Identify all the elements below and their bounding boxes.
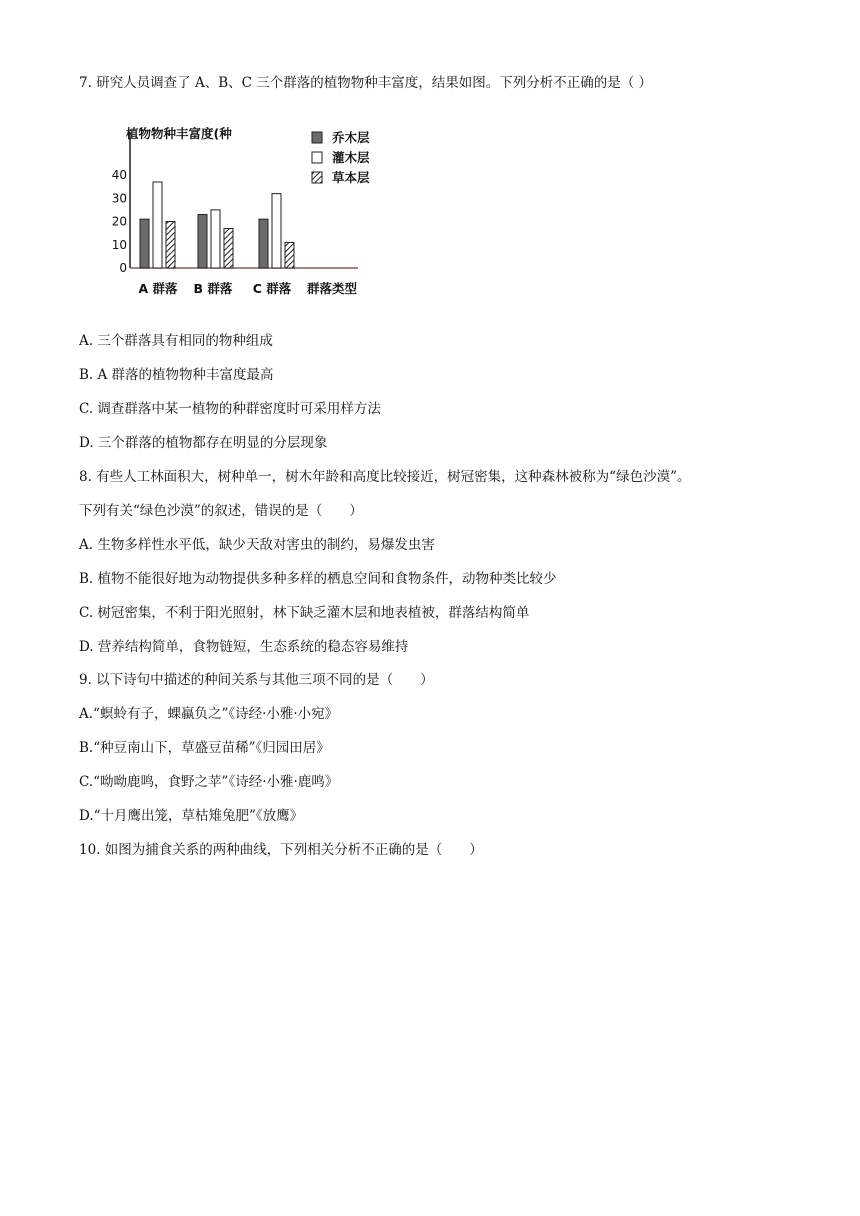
- bar-2-1: [153, 182, 162, 268]
- q7-option-b: B. A 群落的植物物种丰富度最高: [79, 367, 274, 383]
- category-label: A 群落: [138, 281, 178, 296]
- legend-swatch: [312, 172, 322, 183]
- q7-stem: 7. 研究人员调查了 A、B、C 三个群落的植物物种丰富度，结果如图。下列分析不正确的是（ ）: [79, 75, 653, 91]
- bar-2-3: [272, 194, 281, 268]
- q9-stem: 9. 以下诗句中描述的种间关系与其他三项不同的是（ ）: [79, 672, 434, 688]
- q9-option-a: A.“螟蛉有子，蜾蠃负之”《诗经·小雅·小宛》: [79, 706, 339, 722]
- q8-option-c: C. 树冠密集，不利于阳光照射，林下缺乏灌木层和地表植被，群落结构简单: [79, 605, 530, 621]
- q8-stem-line1: 8. 有些人工林面积大，树种单一，树木年龄和高度比较接近，树冠密集，这种森林被称为“绿色沙漠”。: [79, 469, 691, 485]
- bar-3-1: [166, 222, 175, 269]
- y-tick-label: 20: [111, 214, 127, 229]
- y-axis-label: 植物物种丰富度(种: [126, 126, 232, 141]
- q9-option-d: D.“十月鹰出笼，草枯雉兔肥”《放鹰》: [79, 808, 304, 824]
- legend-swatch: [312, 132, 322, 143]
- y-tick-label: 30: [111, 191, 127, 206]
- y-tick-label: 40: [111, 168, 127, 182]
- q9-option-c: C.“呦呦鹿鸣，食野之苹”《诗经·小雅·鹿鸣》: [79, 774, 339, 790]
- x-axis-label: 群落类型: [306, 281, 358, 296]
- q7-option-a: A. 三个群落具有相同的物种组成: [79, 333, 273, 349]
- species-richness-bar-chart: [96, 118, 396, 308]
- bar-1-3: [259, 219, 268, 268]
- q7-option-d: D. 三个群落的植物都存在明显的分层现象: [79, 435, 328, 451]
- y-tick-label: 0: [119, 261, 127, 275]
- q8-stem-line2: 下列有关“绿色沙漠”的叙述，错误的是（ ）: [79, 503, 363, 519]
- bar-3-3: [285, 242, 294, 268]
- legend-label: 灌木层: [332, 150, 370, 165]
- q10-stem: 10. 如图为捕食关系的两种曲线，下列相关分析不正确的是（ ）: [79, 842, 483, 858]
- bar-1-2: [198, 215, 207, 268]
- legend-label: 乔木层: [332, 130, 370, 145]
- bar-1-1: [140, 219, 149, 268]
- q8-option-a: A. 生物多样性水平低，缺少天敌对害虫的制约，易爆发虫害: [79, 537, 435, 553]
- category-label: C 群落: [252, 281, 292, 296]
- bar-2-2: [211, 210, 220, 268]
- legend-swatch: [312, 152, 322, 163]
- q8-option-d: D. 营养结构简单，食物链短，生态系统的稳态容易维持: [79, 639, 409, 655]
- q9-option-b: B.“种豆南山下，草盛豆苗稀”《归园田居》: [79, 740, 330, 756]
- category-label: B 群落: [193, 281, 233, 296]
- bar-3-2: [224, 228, 233, 268]
- y-tick-label: 10: [111, 237, 127, 252]
- legend-label: 草本层: [332, 170, 370, 185]
- q8-option-b: B. 植物不能很好地为动物提供多种多样的栖息空间和食物条件，动物种类比较少: [79, 571, 557, 587]
- q7-option-c: C. 调查群落中某一植物的种群密度时可采用样方法: [79, 401, 381, 417]
